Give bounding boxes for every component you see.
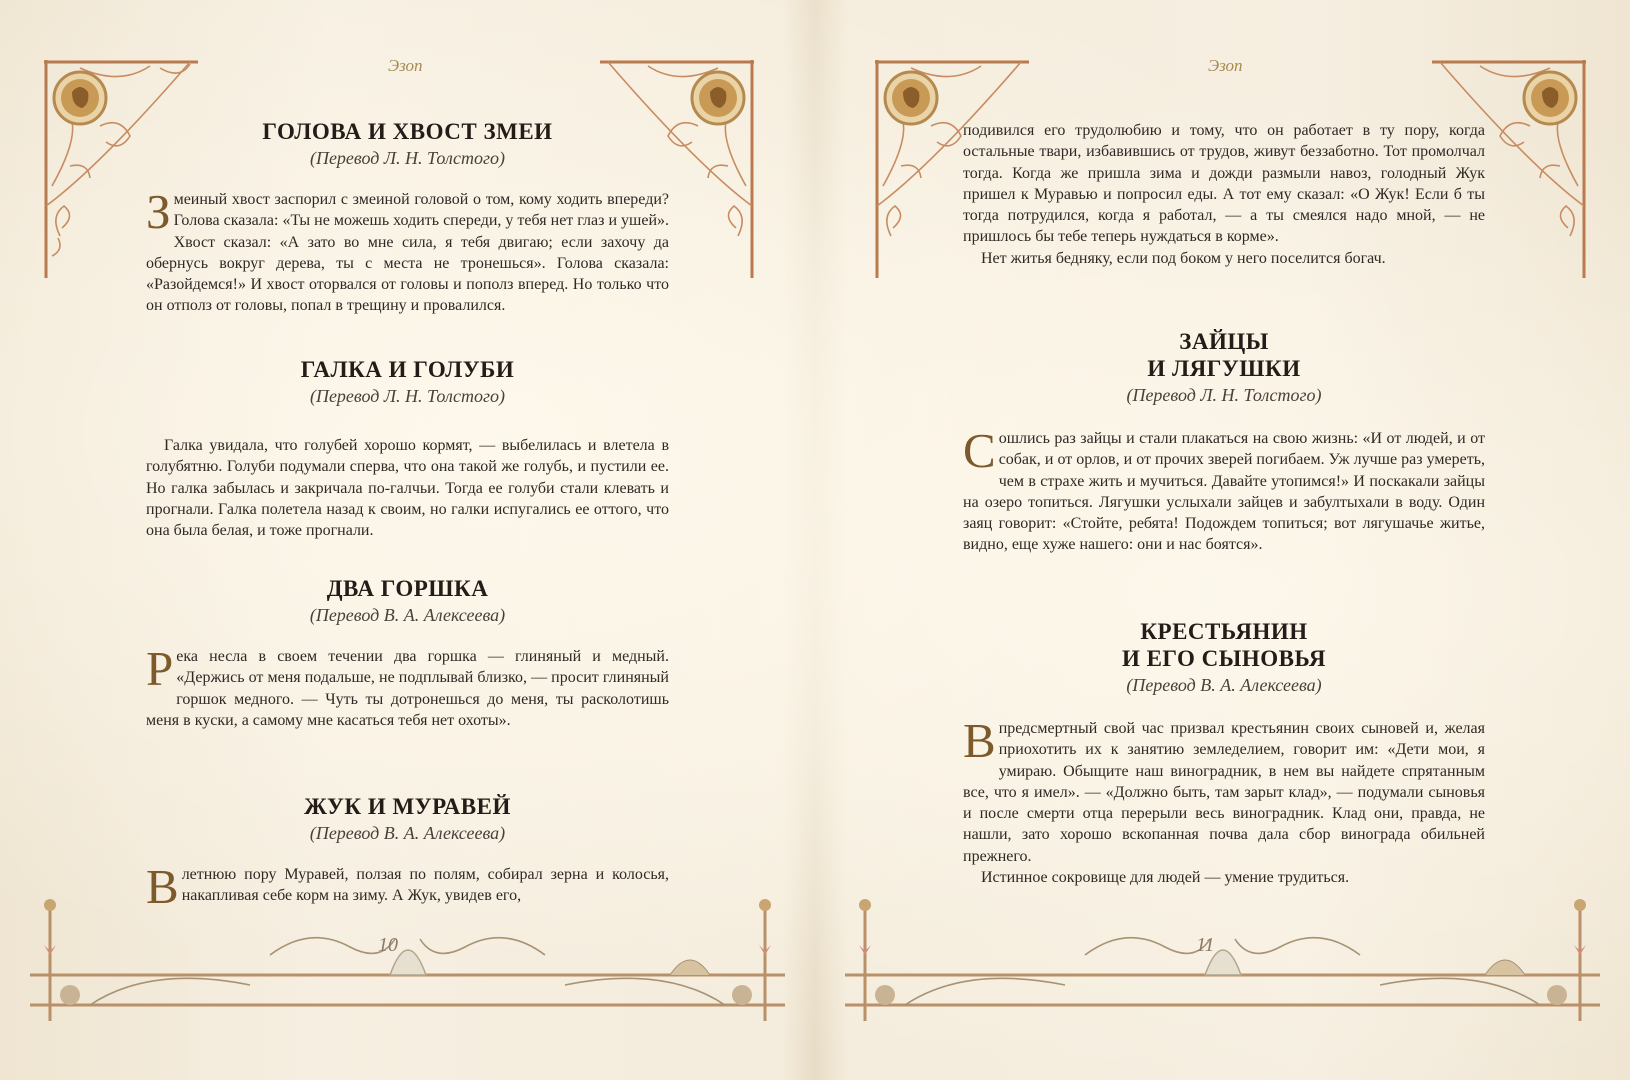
paragraph: Галка увидала, что голубей хорошо кормят, — выбелилась и влетела в голубятню. Голуби подумали сперва, что она такой же голубь, и пустили ее. Но галка забылась и закричала по-галчьи. Тогда ее голуби стали клевать и прогнали. Галка полетела назад к своим, но галки испугались ее оттого, что она была белая, и тоже прогнали. (146, 437, 669, 540)
right-page (815, 0, 1630, 1080)
translator-credit: (Перевод Л. Н. Толстого) (309, 148, 506, 168)
garland-footer-ornament (845, 895, 1600, 1030)
fable-text (963, 713, 1485, 888)
translator-credit: (Перевод Л. Н. Толстого) (309, 386, 506, 406)
translator-credit: (Перевод Л. Н. Толстого) (1126, 385, 1322, 405)
paragraph: подивился его трудолюбию и тому, что он работает в ту пору, когда остальные твари, избавившись от трудов, живут беззаботно. Тот промолчал тогда. Когда же пришла зима и дожди размыли навоз, голодный Жук пришел к Муравью и попросил еды. А тот ему сказал: «О Жук! Если б ты тогда потрудился, когда я работал, — а ты смеялся надо мной, — не пришлось бы тебе теперь нуждаться в корме». (963, 122, 1485, 246)
paragraph: летнюю пору Муравей, ползая по полям, собирал зерна и колосья, накапливая себе корм на зиму. А Жук, увидев его, (181, 866, 669, 905)
fable-block (963, 328, 1485, 556)
drop-cap: З (146, 184, 171, 239)
running-head: Эзоп (1208, 56, 1243, 75)
moral: Истинное сокровище для людей — умение трудиться. (981, 869, 1350, 887)
page-number: 10 (378, 934, 398, 956)
running-head: Эзоп (388, 56, 423, 75)
paragraph: ека несла в своем течении два горшка — глиняный и медный. «Держись от меня подальше, не подплывай близко, — просит глиняный горшок медного. — Чуть ты дотронешься до меня, ты расколотишь меня в куски, а самому мне касаться тебя нет охоты». (146, 648, 669, 729)
translator-credit: (Перевод В. А. Алексеева) (309, 823, 506, 843)
drop-cap: В (963, 713, 996, 768)
paragraph: меиный хвост заспорил с змеиной головой о том, кому ходить впереди? Голова сказала: «Ты не можешь ходить спереди, у тебя нет глаз и ушей». Хвост сказал: «А зато во мне сила, я тебя двигаю; если захочу да обернусь вокруг дерева, ты с места не тронешься». Голова сказала: «Разойдемся!» И хвост оторвался от головы и пополз вперед. Но только что он отполз от головы, попал в трещину и провалился. (146, 191, 669, 315)
paragraph: предсмертный свой час призвал крестьянин своих сыновей и, желая приохотить их к занятию земледелием, говорит им: «Дети мои, я умираю. Обыщите наш виноградник, в нем вы найдете спрятанным все, что я имел». — «Должно быть, там зарыт клад», — подумали сыновья и после смерти отца перерыли весь виноградник. Клад они, правда, не нашли, зато хорошо вскопанная почва дала сбор винограда обильней прежнего. (963, 720, 1485, 865)
fable-title: КРЕСТЬЯНИН (1140, 619, 1308, 644)
fable-title: ЗАЙЦЫ (1179, 329, 1269, 354)
drop-cap: С (963, 423, 996, 478)
fable-text (963, 120, 1485, 269)
fable-title-line2: И ЕГО СЫНОВЬЯ (1121, 646, 1327, 671)
fable-title-line2: И ЛЯГУШКИ (1147, 356, 1301, 381)
page-number: 11 (1196, 934, 1215, 956)
paragraph: ошлись раз зайцы и стали плакаться на свою жизнь: «И от людей, и от собак, и от орлов, и от прочих зверей погибаем. Уж лучше раз умереть, чем в страхе жить и мучиться. Давайте утопимся!» И поскакали зайцы на озеро топиться. Лягушки услыхали зайцев и забултыхали в воду. Один заяц говорит: «Стойте, ребята! Подождем топиться; вот лягушачье житье, видно, еще хуже нашего: они и нас боятся». (963, 430, 1485, 554)
drop-cap: Р (146, 641, 174, 696)
translator-credit: (Перевод В. А. Алексеева) (1126, 675, 1322, 695)
fable-title: ДВА ГОРШКА (326, 576, 489, 601)
fable-block (146, 793, 669, 914)
garland-footer-ornament (30, 895, 785, 1030)
continuation-block (963, 120, 1485, 269)
fable-text (146, 184, 669, 317)
fable-block (146, 118, 669, 317)
fable-block (963, 618, 1485, 888)
fable-title: ГАЛКА И ГОЛУБИ (300, 357, 515, 382)
fable-text (146, 435, 669, 541)
translator-credit: (Перевод В. А. Алексеева) (309, 605, 506, 625)
fable-text (963, 423, 1485, 556)
fable-block (146, 356, 669, 541)
moral: Нет житья бедняку, если под боком у него поселится богач. (981, 249, 1386, 267)
fable-text (146, 641, 669, 731)
drop-cap: В (146, 859, 179, 914)
fable-title: ЖУК И МУРАВЕЙ (304, 794, 511, 819)
fable-title: ГОЛОВА И ХВОСТ ЗМЕИ (262, 119, 553, 144)
fable-block (146, 575, 669, 731)
